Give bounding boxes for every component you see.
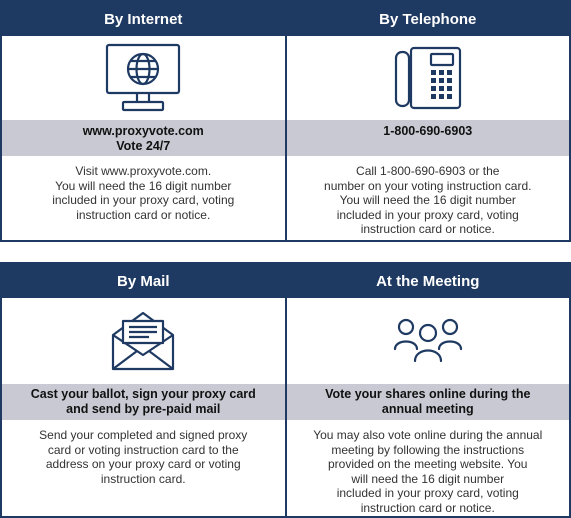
envelope-icon [109,309,177,373]
meeting-description: You may also vote online during the annual meeting by following the instructions provided on the meeting website. You will need the 16 digit number included in your proxy card, voting instruction card or notice. [313,428,543,515]
mail-description: Send your completed and signed proxy card or voting instruction card to the address on your proxy card or voting instruction card. [39,428,248,486]
telephone-description: Call 1-800-690-6903 or the number on your voting instruction card. You will need the 16 digit number included in your proxy card, voting instruction card or notice. [324,164,532,236]
meeting-bar-line1: Vote your shares online during the [325,387,531,401]
mail-bar-line1: Cast your ballot, sign your proxy card [30,387,256,401]
mail-option [0,262,287,518]
internet-title: By Internet [2,2,285,36]
internet-vote-hours: Vote 24/7 [116,139,171,153]
meeting-bar [287,384,570,420]
bottom-voting-options [0,262,571,518]
internet-option [0,0,287,242]
meeting-option [287,262,571,518]
people-group-icon [393,317,463,365]
internet-description: Visit www.proxyvote.com. You will need the 16 digit number included in your proxy card, voting instruction card or notice. [52,164,235,222]
mail-bar [2,384,285,420]
telephone-icon [393,46,463,110]
mail-title: By Mail [2,264,285,298]
telephone-option [287,0,571,242]
telephone-title: By Telephone [287,2,570,36]
top-voting-options [0,0,571,242]
telephone-bar [287,120,570,156]
internet-bar [2,120,285,156]
computer-globe-icon [103,42,183,114]
internet-website[interactable]: www.proxyvote.com [82,124,204,138]
telephone-number[interactable]: 1-800-690-6903 [383,124,473,138]
meeting-bar-line2: annual meeting [381,402,474,416]
meeting-title: At the Meeting [287,264,570,298]
mail-bar-line2: and send by pre-paid mail [66,402,221,416]
